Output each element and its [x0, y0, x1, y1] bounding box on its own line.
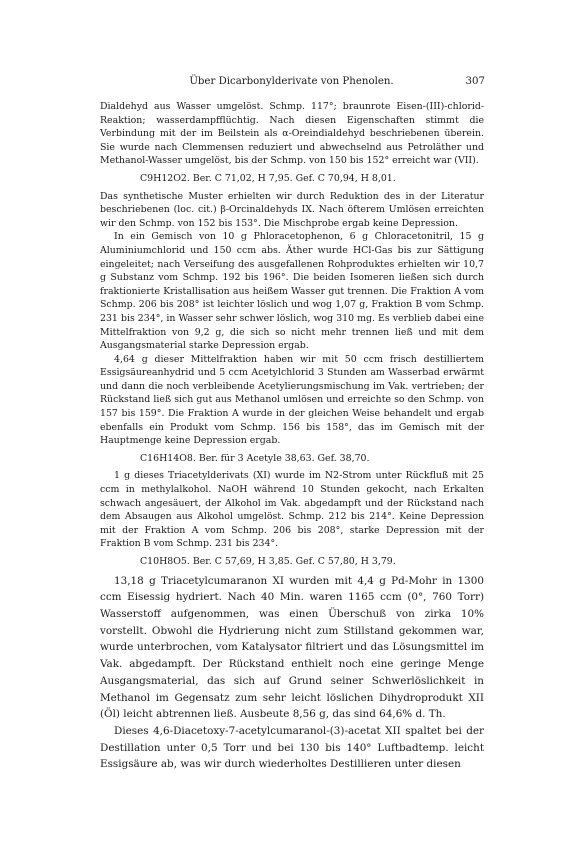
paragraph: Dieses 4,6-Diacetoxy-7-acetylcumaranol-(3)-acetat XII spaltet bei der Destillation unter 0,5 Torr und bei 130 bis 140° Luftbadtemp. leicht Essigsäure ab, was wir durch wiederholtes Destillieren unter diesen	[100, 724, 484, 771]
analysis-formula: C9H12O2. Ber. C 71,02, H 7,95. Gef. C 70,94, H 8,01.	[140, 172, 396, 184]
paragraph: 4,64 g dieser Mittelfraktion haben wir mit 50 ccm frisch destilliertem Essigsäureanhydrid und 5 ccm Acetylchlorid 3 Stunden am Wasserbad erwärmt und dann die noch verbleibende Acetylierungsmischung im Vak. vertrieben; der Rückstand ließ sich gut aus Methanol umlösen und erreichte so den Schmp. von 157 bis 159°. Die Fraktion A wurde in der gleichen Weise behandelt und ergab ebenfalls ein Produkt vom Schmp. 156 bis 158°, das im Gemisch mit der Hauptmenge keine Depression ergab.	[100, 353, 484, 447]
page-number: 307	[465, 76, 485, 87]
paragraph: Dialdehyd aus Wasser umgelöst. Schmp. 117°; braunrote Eisen-(III)-chlorid-Reaktion; wasserdampfflüchtig. Nach diesen Eigenschaften stimmt die Verbindung mit der im Beilstein als α-Oreindialdehyd beschriebenen überein. Sie wurde nach Clemmensen reduziert und abwechselnd aus Petroläther und Methanol-Wasser umgelöst, bis der Schmp. von 150 bis 152° erreicht war (VII).	[100, 101, 484, 167]
paragraph: 1 g dieses Triacetylderivats (XI) wurde im N2-Strom unter Rückfluß mit 25 ccm in methylalkohol. NaOH während 10 Stunden gekocht, nach Erkalten schwach angesäuert, der Alkohol im Vak. abgedampft und der Rückstand nach dem Absaugen aus Alkohol umgelöst. Schmp. 212 bis 214°. Keine Depression mit der Fraktion A vom Schmp. 206 bis 208°, starke Depression mit der Fraktion B vom Schmp. 231 bis 234°.	[100, 470, 484, 550]
body-text	[100, 100, 484, 773]
analysis-formula: C10H8O5. Ber. C 57,69, H 3,85. Gef. C 57,80, H 3,79.	[140, 556, 396, 567]
large-print-section	[100, 573, 484, 773]
analysis-formula: C16H14O8. Ber. für 3 Acetyle 38,63. Gef. 38,70.	[140, 452, 370, 464]
paragraph: 13,18 g Triacetylcumaranon XI wurden mit 4,4 g Pd-Mohr in 1300 ccm Eisessig hydriert. Nach 40 Min. waren 1165 ccm (0°, 760 Torr) Wasserstoff aufgenommen, was einen Überschuß von zirka 10% vorstellt. Obwohl die Hydrierung nicht zum Stillstand gekommen war, wurde unterbrochen, vom Katalysator filtriert und das Lösungsmittel im Vak. abgedampft. Der Rückstand enthielt noch eine geringe Menge Ausgangsmaterial, das sich auf Grund seiner Schwerlöslichkeit in Methanol im Gegensatz zum sehr leicht löslichen Dihydroprodukt XII (Öl) leicht abtrennen ließ. Ausbeute 8,56 g, das sind 64,6% d. Th.	[100, 574, 484, 721]
page-header	[98, 76, 485, 90]
paragraph: Das synthetische Muster erhielten wir durch Reduktion des in der Literatur beschriebenen (loc. cit.) β-Orcinaldehyds IX. Nach öfterem Umlösen erreichten wir den Schmp. von 152 bis 153°. Die Mischprobe ergab keine Depression.	[100, 190, 484, 229]
paragraph: In ein Gemisch von 10 g Phloracetophenon, 6 g Chloracetonitril, 15 g Aluminiumchlorid und 150 ccm abs. Äther wurde HCl-Gas bis zur Sättigung eingeleitet; nach Verseifung des ausgefallenen Rohproduktes erhielten wir 10,7 g Substanz vom Schmp. 192 bis 196°. Die beiden Isomeren ließen sich durch fraktionierte Kristallisation aus heißem Wasser gut trennen. Die Fraktion A vom Schmp. 206 bis 208° ist leichter löslich und wog 1,07 g, Fraktion B vom Schmp. 231 bis 234°, in Wasser sehr schwer löslich, wog 310 mg. Es verblieb dabei eine Mittelfraktion von 9,2 g, die sich so nicht mehr trennen ließ und mit dem Ausgangsmaterial starke Depression ergab.	[100, 231, 484, 352]
running-title: Über Dicarbonylderivate von Phenolen.	[189, 76, 394, 87]
